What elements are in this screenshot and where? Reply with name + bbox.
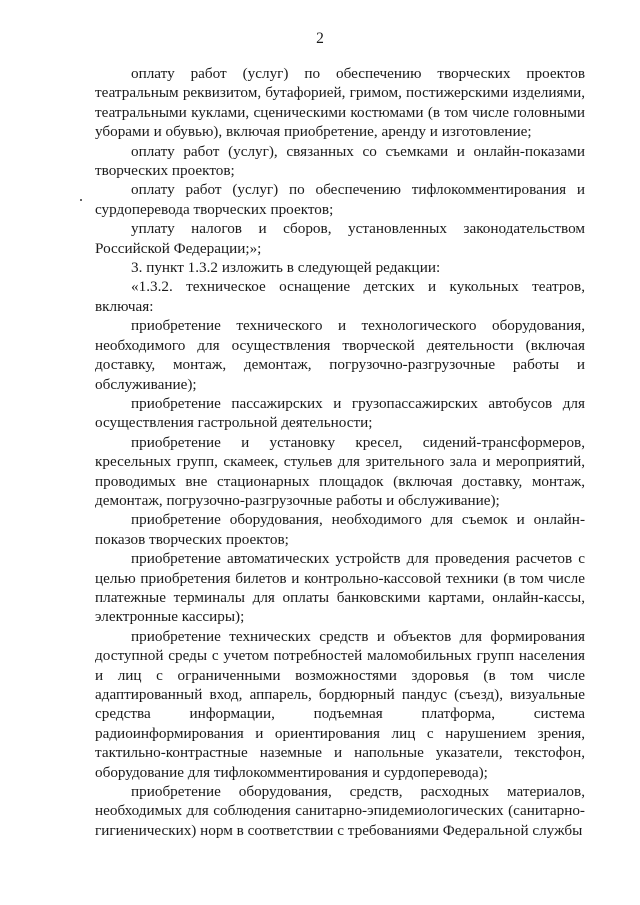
paragraph-4: уплату налогов и сборов, установленных законодательством Российской Федерации;»; — [95, 220, 585, 257]
paragraph-5: 3. пункт 1.3.2 изложить в следующей редакции: — [131, 259, 441, 277]
paragraph-9: приобретение и установку кресел, сидений-трансформеров, кресельных групп, скамеек, стульев для зрительного зала и мероприятий, проводимых вне стационарных площадок (включая доставку, монтаж, демонтаж, погрузочно-разгрузочные работы и обслуживание); — [95, 433, 585, 509]
paragraph-8: приобретение пассажирских и грузопассажирских автобусов для осуществления гастрольной деятельности; — [95, 394, 585, 432]
document-body — [95, 64, 585, 840]
paragraph-12: приобретение технических средств и объектов для формирования доступной среды с учетом потребностей маломобильных групп населения и лиц с ограниченными возможностями здоровья (в том числе адаптированный вход, аппарель, бордюрный пандус (съезд), визуальные средства информации, подъемная платформа, система радиоинформирования и ориентирования лиц с нарушением зрения, тактильно-контрастные наземные и напольные указатели, текстофон, оборудование для тифлокомментирования и сурдоперевода); — [95, 627, 585, 781]
paragraph-10: приобретение оборудования, необходимого для съемок и онлайн-показов творческих проектов; — [95, 511, 585, 548]
paragraph-6: «1.3.2. техническое оснащение детских и кукольных театров, включая: — [95, 278, 585, 315]
paragraph-3: оплату работ (услуг) по обеспечению тифлокомментирования и сурдоперевода творческих проектов; — [95, 181, 585, 218]
paragraph-2: оплату работ (услуг), связанных со съемками и онлайн-показами творческих проектов; — [95, 142, 585, 180]
paragraph-1: оплату работ (услуг) по обеспечению творческих проектов театральным реквизитом, бутафорией, гримом, постижерскими изделиями, театральными куклами, сценическими костюмами (в том числе головными уборами и обувью), включая приобретение, аренду и изготовление; — [95, 65, 585, 141]
paragraph-7: приобретение технического и технологического оборудования, необходимого для осуществления творческой деятельности (включая доставку, монтаж, демонтаж, погрузочно-разгрузочные работы и обслуживание); — [95, 317, 585, 393]
paragraph-11: приобретение автоматических устройств для проведения расчетов с целью приобретения билетов и контрольно-кассовой техники (в том числе платежные терминалы для оплаты банковскими картами, онлайн-кассы, электронные кассиры); — [95, 550, 585, 626]
page-number: 2 — [316, 30, 324, 47]
paragraph-13: приобретение оборудования, средств, расходных материалов, необходимых для соблюдения санитарно-эпидемиологических (санитарно-гигиенических) норм в соответствии с требованиями Федеральной службы — [95, 783, 585, 839]
scan-speck — [80, 199, 82, 201]
